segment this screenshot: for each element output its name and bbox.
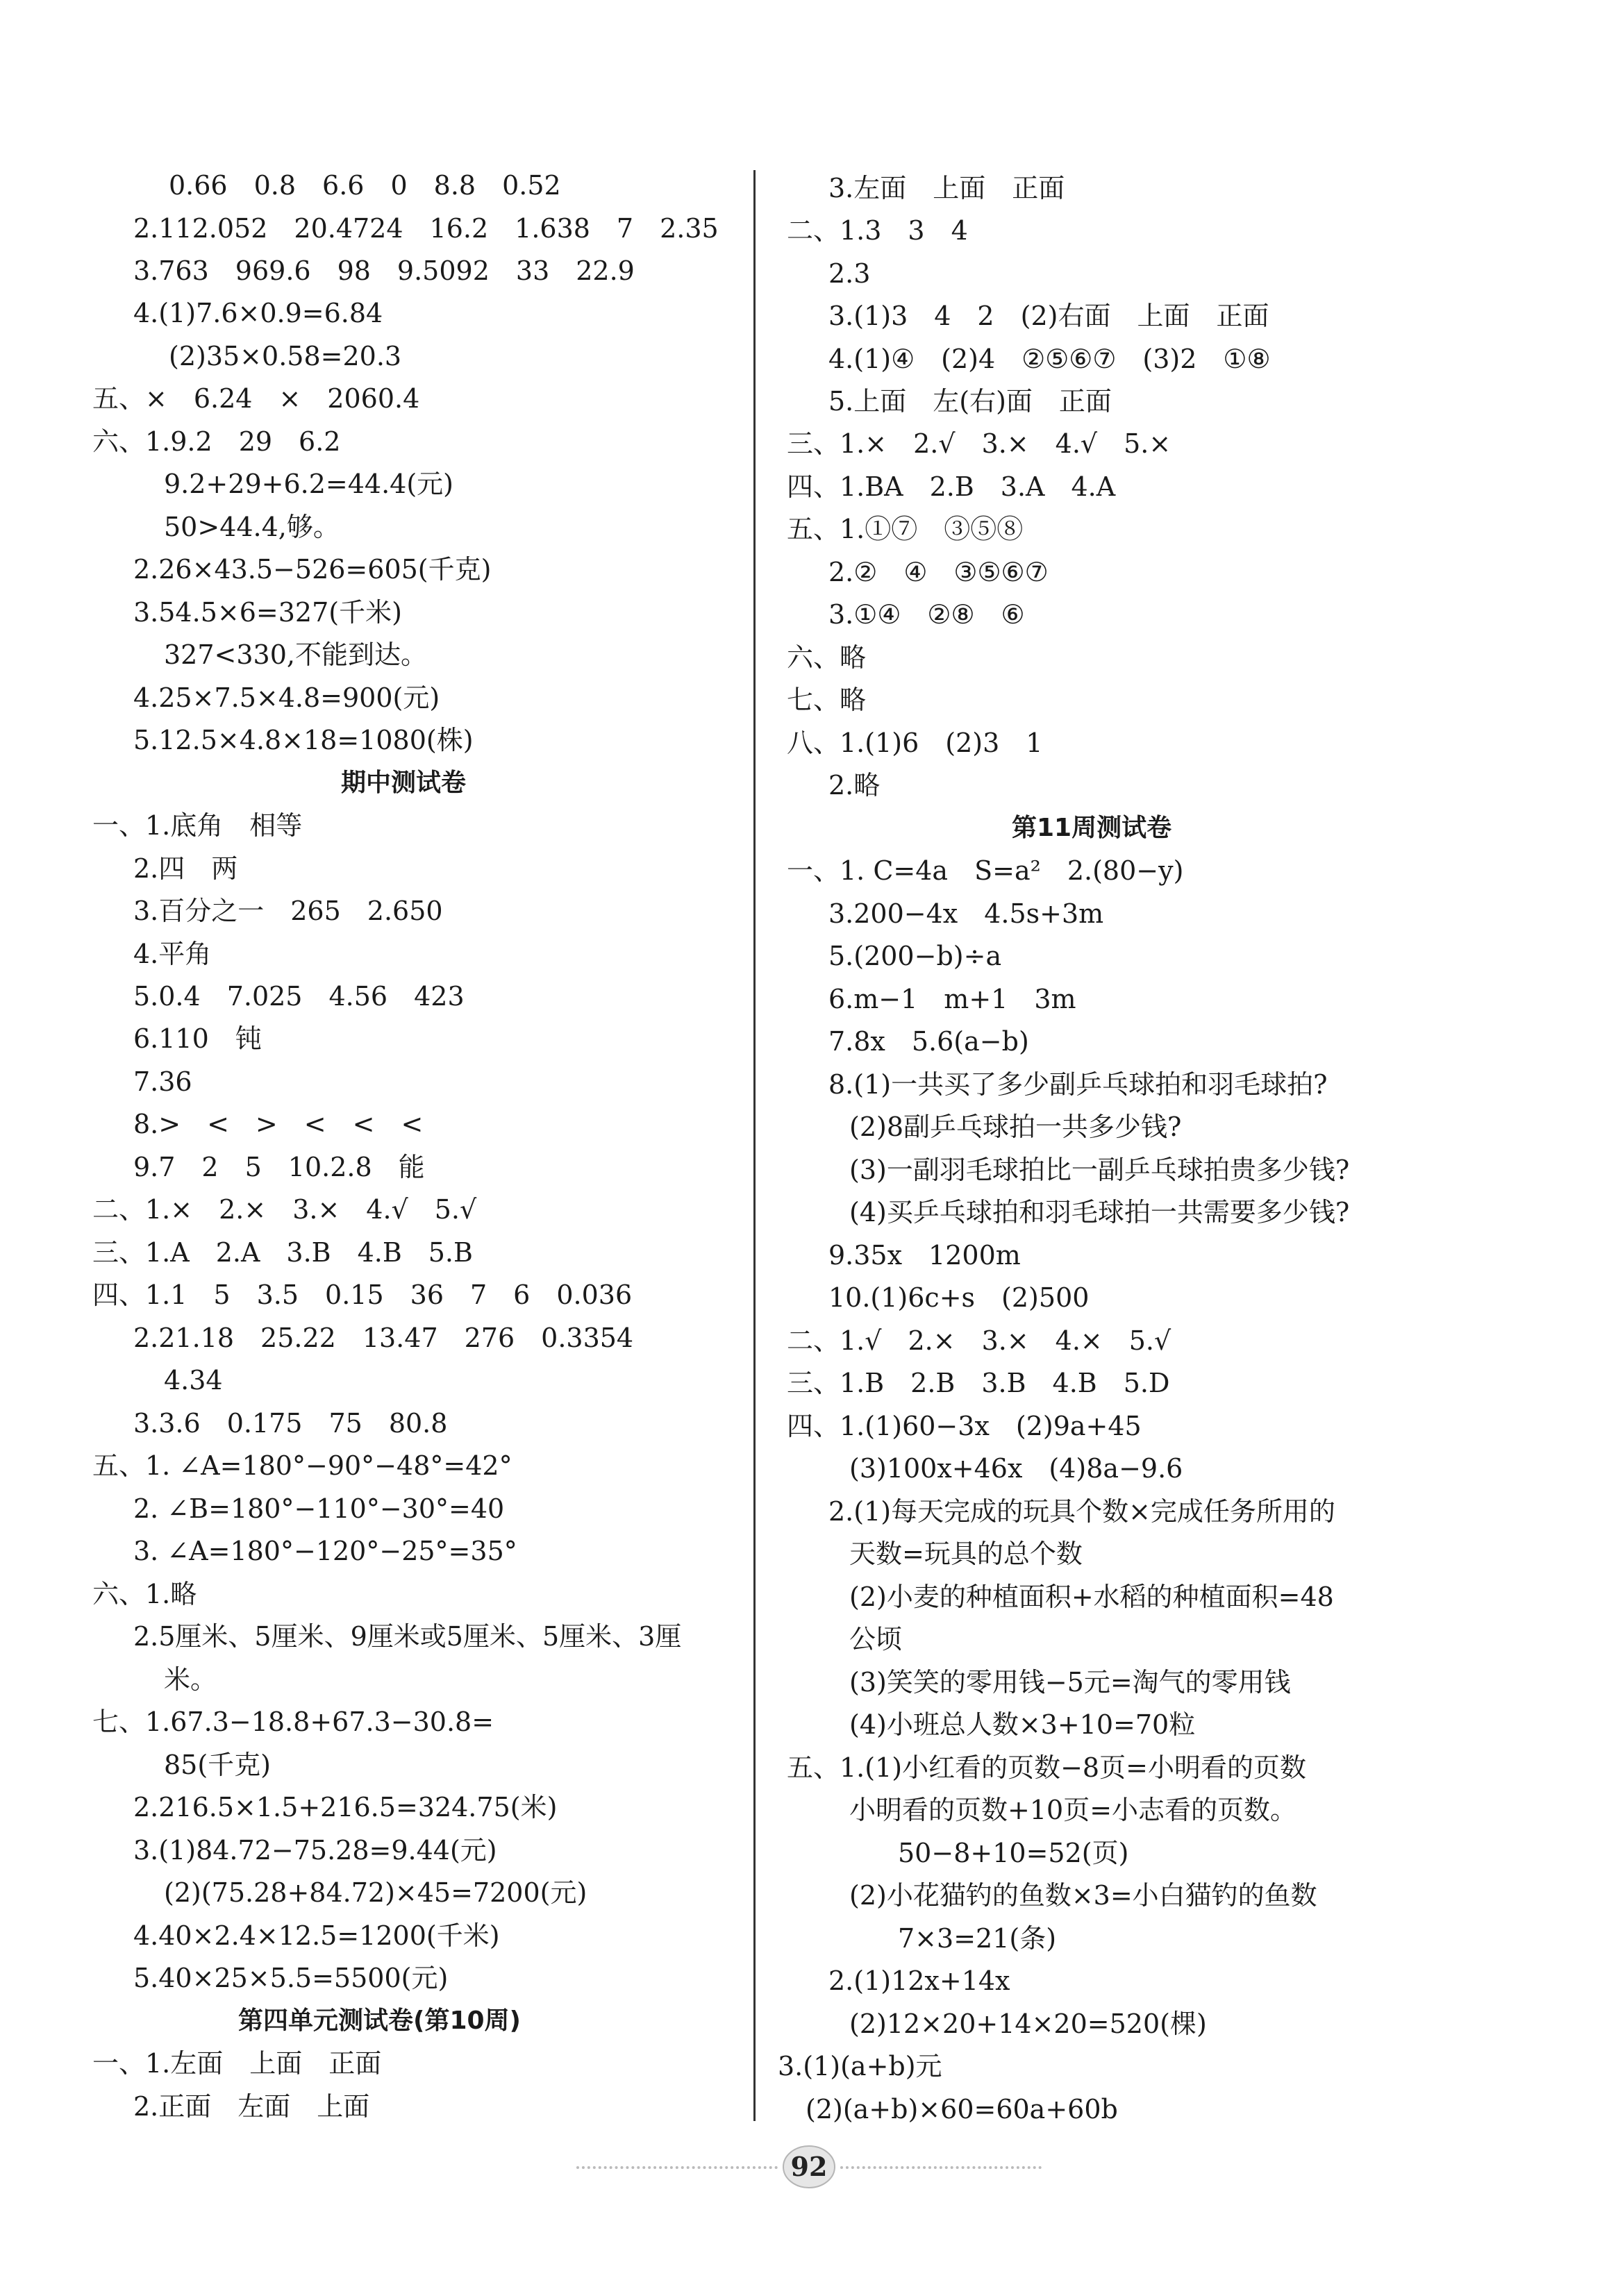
answer-line: 4.(1)7.6×0.9=6.84 xyxy=(133,298,383,328)
answer-line: 2.正面 左面 上面 xyxy=(133,2091,370,2122)
answer-line: 3.763 969.6 98 9.5092 33 22.9 xyxy=(133,255,635,286)
answer-line: 2.略 xyxy=(828,770,881,801)
answer-line: 3.百分之一 265 2.650 xyxy=(133,896,443,926)
answer-line: 2.216.5×1.5+216.5=324.75(米) xyxy=(133,1792,558,1822)
answer-line: 四、1.(1)60−3x (2)9a+45 xyxy=(787,1411,1142,1441)
answer-line: 7×3=21(条) xyxy=(898,1923,1057,1954)
answer-line: 米。 xyxy=(164,1664,217,1695)
answer-line: 85(千克) xyxy=(164,1750,272,1780)
answer-line: 5.40×25×5.5=5500(元) xyxy=(133,1963,449,1993)
answer-line: 五、1.(1)小红看的页数−8页=小明看的页数 xyxy=(787,1752,1306,1783)
answer-line: 一、1.左面 上面 正面 xyxy=(92,2048,382,2079)
answer-line: 三、1.× 2.√ 3.× 4.√ 5.× xyxy=(787,428,1171,459)
answer-line: 3.左面 上面 正面 xyxy=(828,173,1065,203)
answer-line: 50−8+10=52(页) xyxy=(898,1838,1129,1868)
answer-line: 50>44.4,够。 xyxy=(164,512,340,542)
answer-line: 二、1.√ 2.× 3.× 4.× 5.√ xyxy=(787,1325,1171,1356)
answer-line: 4.25×7.5×4.8=900(元) xyxy=(133,682,440,713)
answer-line: 2.(1)每天完成的玩具个数×完成任务所用的 xyxy=(828,1496,1335,1527)
answer-line: 天数=玩具的总个数 xyxy=(849,1539,1083,1569)
answer-line: 4.(1)④ (2)4 ②⑤⑥⑦ (3)2 ①⑧ xyxy=(828,344,1271,374)
answer-line: 小明看的页数+10页=小志看的页数。 xyxy=(849,1795,1297,1825)
answer-line: 3. ∠A=180°−120°−25°=35° xyxy=(133,1536,517,1566)
answer-line: 6.110 钝 xyxy=(133,1023,262,1054)
answer-line: 六、1.9.2 29 6.2 xyxy=(92,426,341,457)
section-heading: 期中测试卷 xyxy=(341,769,467,797)
answer-line: 2.5厘米、5厘米、9厘米或5厘米、5厘米、3厘 xyxy=(133,1621,682,1652)
answer-line: (4)买乒乓球拍和羽毛球拍一共需要多少钱? xyxy=(849,1197,1350,1227)
answer-line: 2.26×43.5−526=605(千克) xyxy=(133,554,492,585)
answer-line: 327<330,不能到达。 xyxy=(164,639,427,670)
answer-line: 一、1. C=4a S=a² 2.(80−y) xyxy=(787,855,1184,886)
answer-line: 七、1.67.3−18.8+67.3−30.8= xyxy=(92,1707,494,1737)
answer-line: 9.2+29+6.2=44.4(元) xyxy=(164,469,453,499)
answer-line: 3.(1)3 4 2 (2)右面 上面 正面 xyxy=(828,301,1269,331)
answer-line: (4)小班总人数×3+10=70粒 xyxy=(849,1709,1196,1740)
answer-line: (3)笑笑的零用钱−5元=淘气的零用钱 xyxy=(849,1667,1291,1698)
answer-line: (2)8副乒乓球拍一共多少钱? xyxy=(849,1112,1182,1142)
section-heading: 第四单元测试卷(第10周) xyxy=(238,2006,522,2035)
answer-line: (3)一副羽毛球拍比一副乒乓球拍贵多少钱? xyxy=(849,1155,1350,1185)
answer-line: 三、1.A 2.A 3.B 4.B 5.B xyxy=(92,1237,473,1268)
answer-line: 五、1. ∠A=180°−90°−48°=42° xyxy=(92,1450,512,1481)
answer-line: 2.3 xyxy=(828,258,871,289)
answer-line: (2)小花猫钓的鱼数×3=小白猫钓的鱼数 xyxy=(849,1880,1317,1911)
answer-line: 8.(1)一共买了多少副乒乓球拍和羽毛球拍? xyxy=(828,1069,1328,1100)
answer-line: 4.40×2.4×12.5=1200(千米) xyxy=(133,1920,500,1951)
answer-line: 2.② ④ ③⑤⑥⑦ xyxy=(828,557,1049,587)
answer-line: 二、1.3 3 4 xyxy=(787,215,968,246)
answer-line: 2.(1)12x+14x xyxy=(828,1966,1010,1996)
answer-line: 二、1.× 2.× 3.× 4.√ 5.√ xyxy=(92,1194,477,1225)
answer-line: 10.(1)6c+s (2)500 xyxy=(828,1282,1090,1313)
answer-line: 3.(1)(a+b)元 xyxy=(778,2051,942,2081)
answer-line: 3.(1)84.72−75.28=9.44(元) xyxy=(133,1835,497,1866)
answer-line: 六、略 xyxy=(787,642,867,673)
answer-line: (2)小麦的种植面积+水稻的种植面积=48 xyxy=(849,1582,1334,1612)
answer-line: (2)(a+b)×60=60a+60b xyxy=(806,2094,1118,2125)
answer-line: 四、1.BA 2.B 3.A 4.A xyxy=(787,471,1116,502)
answer-line: 9.7 2 5 10.2.8 能 xyxy=(133,1152,425,1182)
answer-line: 6.m−1 m+1 3m xyxy=(828,984,1076,1014)
answer-line: 4.平角 xyxy=(133,939,212,969)
answer-line: 2.21.18 25.22 13.47 276 0.3354 xyxy=(133,1323,634,1353)
answer-line: 3.200−4x 4.5s+3m xyxy=(828,898,1104,929)
answer-line: 3.3.6 0.175 75 80.8 xyxy=(133,1408,448,1439)
answer-line: 2. ∠B=180°−110°−30°=40 xyxy=(133,1493,505,1524)
answer-line: 2.四 两 xyxy=(133,853,238,884)
answer-line: 七、略 xyxy=(787,685,867,715)
section-heading: 第11周测试卷 xyxy=(1012,814,1172,842)
answer-line: 5.(200−b)÷a xyxy=(828,941,1002,971)
answer-line: 3.①④ ②⑧ ⑥ xyxy=(828,599,1025,630)
answer-line: 5.0.4 7.025 4.56 423 xyxy=(133,981,465,1012)
answer-line: 五、1.①⑦ ③⑤⑧ xyxy=(787,514,1024,544)
answer-line: (2)35×0.58=20.3 xyxy=(169,341,402,371)
answer-line: 公顷 xyxy=(849,1624,903,1654)
answer-line: 7.8x 5.6(a−b) xyxy=(828,1026,1029,1057)
answer-line: 4.34 xyxy=(164,1365,223,1396)
column-divider xyxy=(753,170,756,2121)
answer-line: 六、1.略 xyxy=(92,1579,197,1609)
answer-line: 三、1.B 2.B 3.B 4.B 5.D xyxy=(787,1368,1170,1398)
answer-line: (2)(75.28+84.72)×45=7200(元) xyxy=(164,1877,587,1908)
answer-line: 一、1.底角 相等 xyxy=(92,810,303,841)
answer-line: (2)12×20+14×20=520(棵) xyxy=(849,2009,1207,2039)
answer-line: 2.112.052 20.4724 16.2 1.638 7 2.35 xyxy=(133,213,719,244)
page-number: 92 xyxy=(790,2151,828,2182)
page-number-right-ornament xyxy=(840,2166,1042,2169)
answer-line: 9.35x 1200m xyxy=(828,1240,1021,1271)
answer-line: 0.66 0.8 6.6 0 8.8 0.52 xyxy=(169,170,561,201)
answer-line: 7.36 xyxy=(133,1066,192,1097)
answer-line: (3)100x+46x (4)8a−9.6 xyxy=(849,1453,1183,1484)
answer-line: 四、1.1 5 3.5 0.15 36 7 6 0.036 xyxy=(92,1280,633,1310)
answer-line: 5.上面 左(右)面 正面 xyxy=(828,386,1112,417)
answer-line: 8.> < > < < < xyxy=(133,1109,424,1139)
answer-line: 3.54.5×6=327(千米) xyxy=(133,597,402,628)
answer-line: 八、1.(1)6 (2)3 1 xyxy=(787,728,1043,758)
page-number-left-ornament xyxy=(576,2166,778,2169)
answer-line: 五、× 6.24 × 2060.4 xyxy=(92,383,420,414)
answer-line: 5.12.5×4.8×18=1080(株) xyxy=(133,725,474,755)
